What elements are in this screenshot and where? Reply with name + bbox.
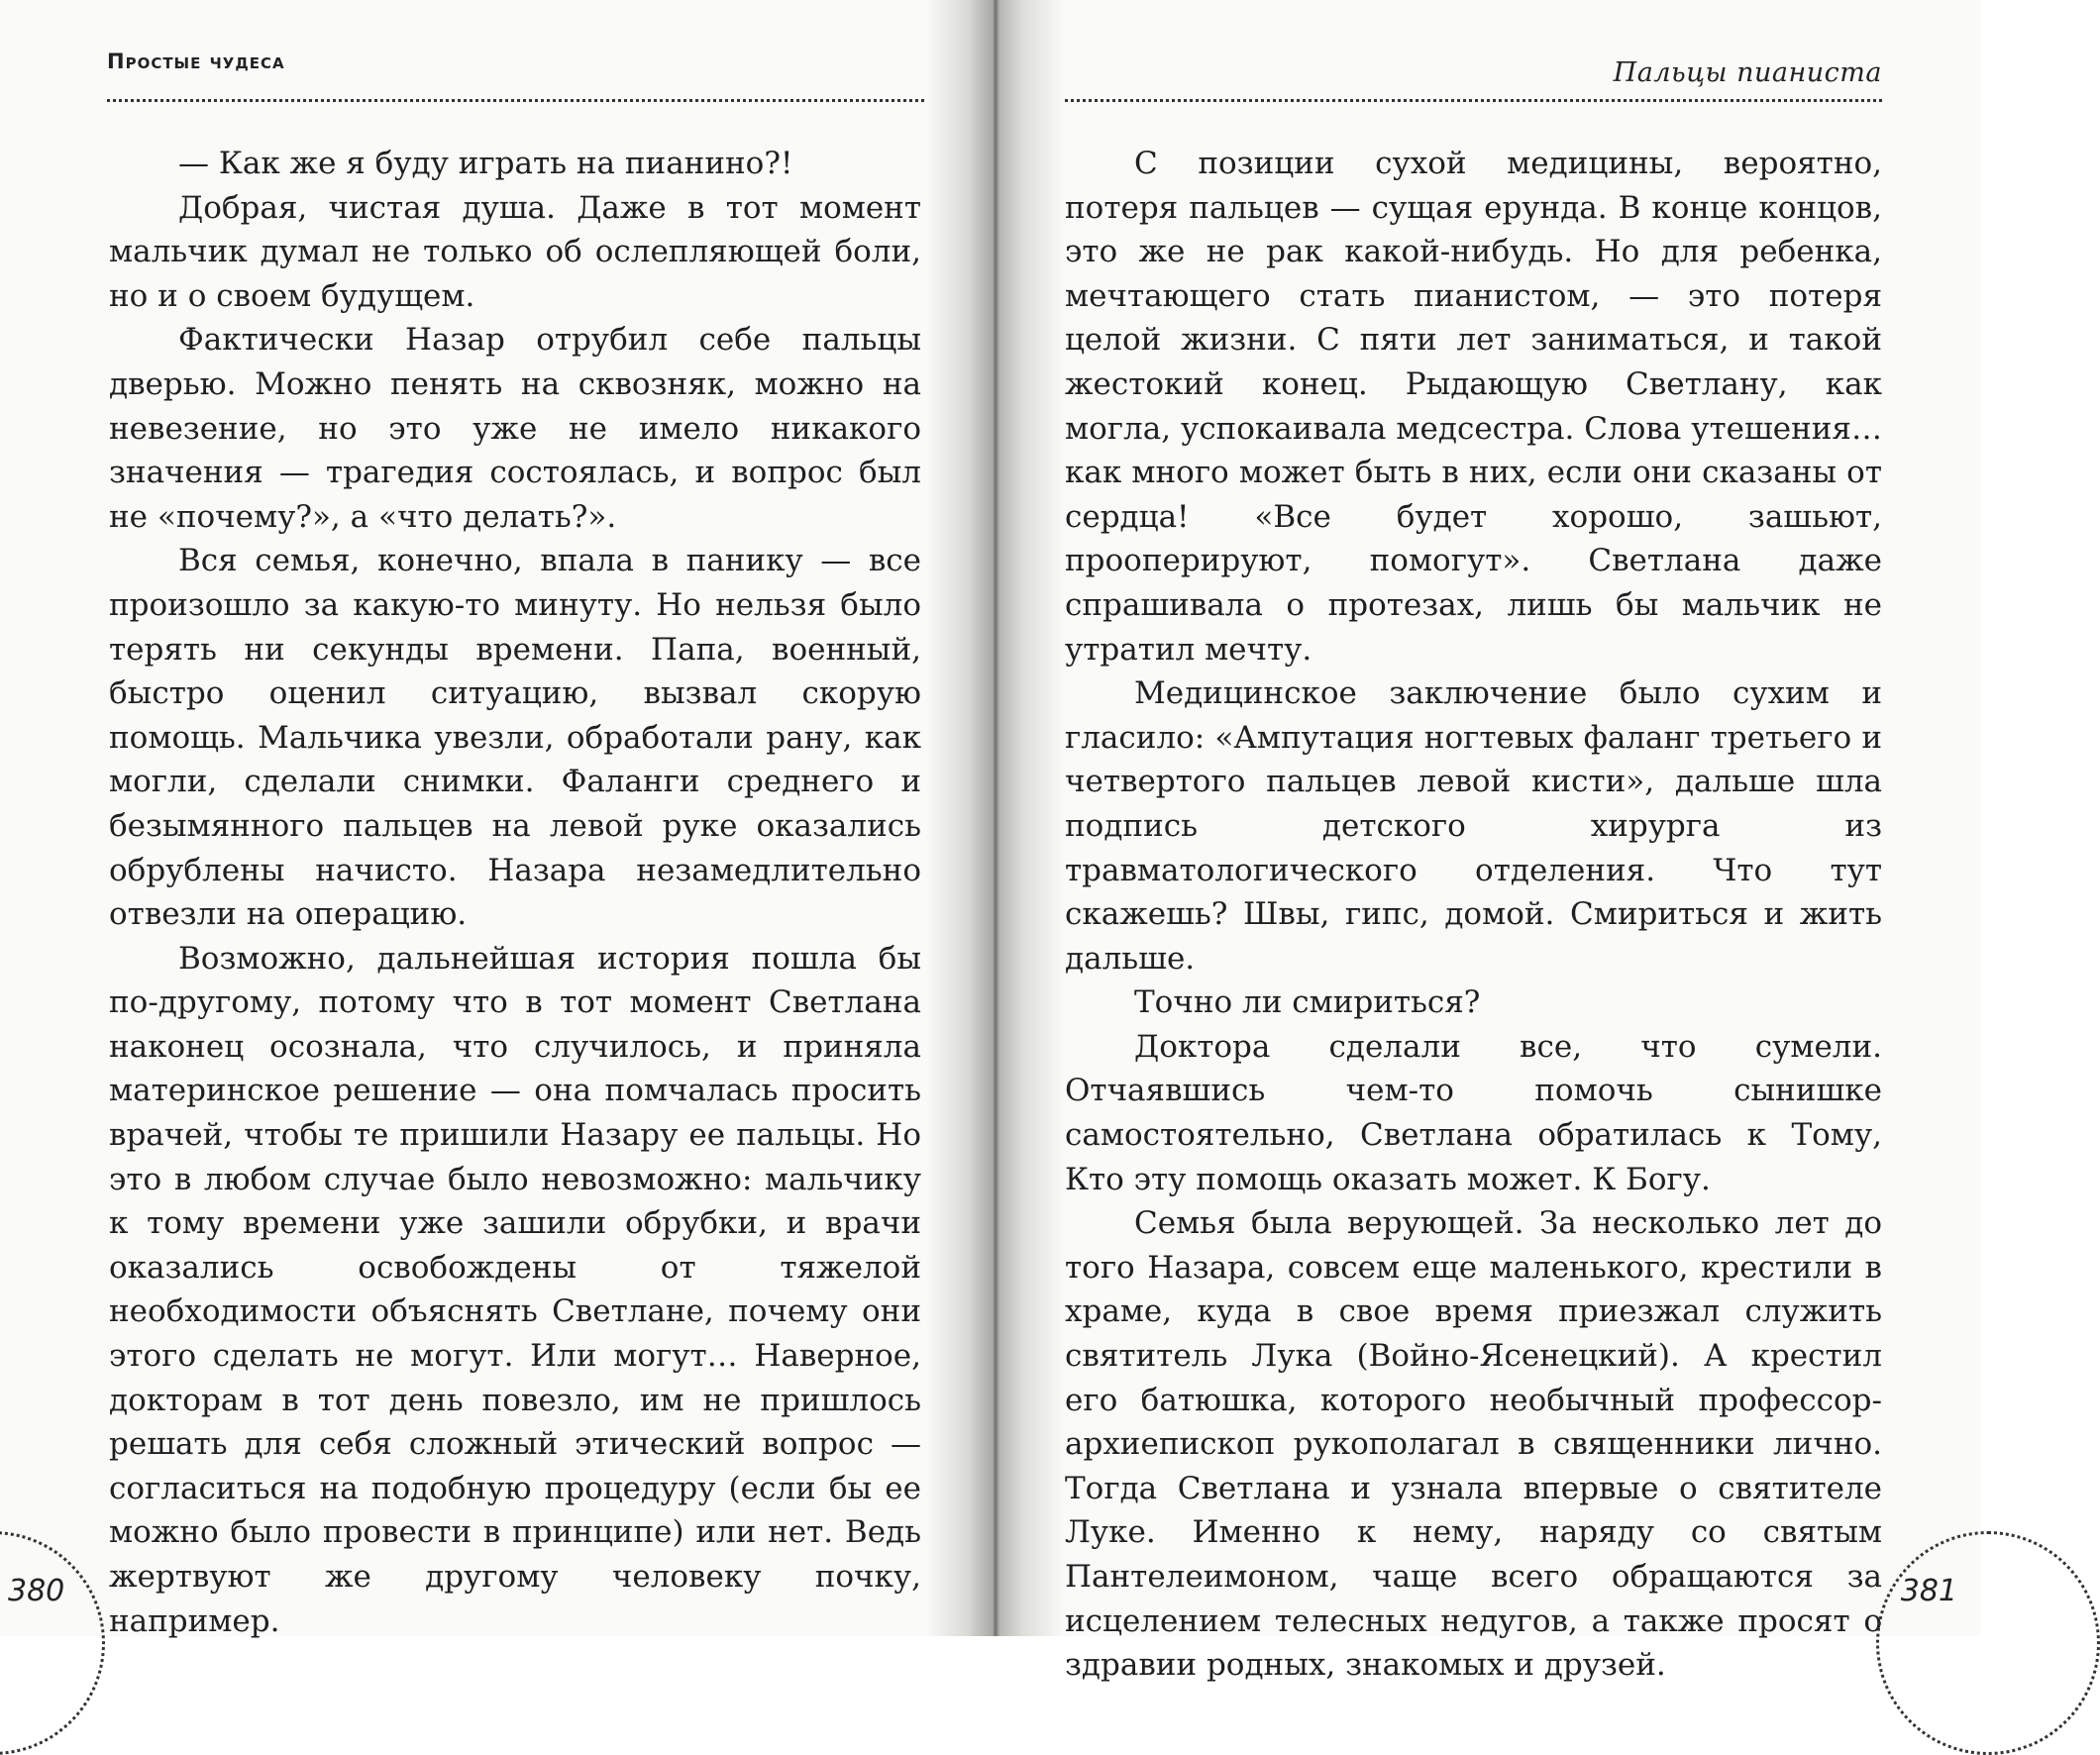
- paragraph: Доктора сделали все, что сумели. Отчаявшись чем-то помочь сынишке самостоятельно, Светлана обратилась к Тому, Кто эту помощь оказать может. К Богу.: [1065, 1028, 1882, 1197]
- paragraph: Добрая, чистая душа. Даже в тот момент мальчик думал не только об ослепляющей боли, но и о своем будущем.: [109, 189, 921, 314]
- header-dotted-rule: [107, 99, 924, 102]
- right-page-text: [1065, 142, 1882, 1688]
- paragraph: Возможно, дальнейшая история пошла бы по-другому, потому что в тот момент Светлана наконец осознала, что случилось, и приняла материнское решение — она помчалась просить врачей, чтобы те пришили Назару ее пальцы. Но это в любом случае было невозможно: мальчику к тому времени уже зашили обрубки, и врачи оказались освобождены от тяжелой необходимости объяснять Светлане, почему они этого сделать не могут. Или могут… Наверное, докторам в тот день повезло, им не пришлось решать для себя сложный этический вопрос — согласиться на подобную процедуру (если бы ее можно было провести в принципе) или нет. Ведь жертвуют же другому человеку почку, например.: [109, 940, 921, 1639]
- paragraph: С позиции сухой медицины, вероятно, потеря пальцев — сущая ерунда. В конце концов, это же не рак какой-нибудь. Но для ребенка, мечтающего стать пианистом, — это потеря целой жизни. С пяти лет заниматься, и такой жестокий конец. Рыдающую Светлану, как могла, успокаивала медсестра. Слова утешения… как много может быть в них, если они сказаны от сердца! «Все будет хорошо, зашьют, прооперируют, помогут». Светлана даже спрашивала о протезах, лишь бы мальчик не утратил мечту.: [1065, 146, 1882, 668]
- corner-dotted-arc: [0, 1531, 105, 1755]
- paragraph: Точно ли смириться?: [1134, 984, 1481, 1021]
- paragraph: Семья была верующей. За несколько лет до того Назара, совсем еще маленького, крестили в храме, куда в свое время приезжал служить святитель Лука (Войно-Ясенецкий). А крестил его батюшка, которого необычный профессор-архиепископ рукополагал в священники лично. Тогда Светлана и узнала впервые о святителе Луке. Именно к нему, наряду со святым Пантелеимоном, чаще всего обращаются за исцелением телесных недугов, а также просят о здравии родных, знакомых и друзей.: [1065, 1205, 1882, 1684]
- book-gutter-shadow: [926, 0, 1065, 1636]
- paragraph: Фактически Назар отрубил себе пальцы дверью. Можно пенять на сквозняк, можно на невезение, но это уже не имело никакого значения — трагедия состоялась, и вопрос был не «почему?», а «что делать?».: [109, 322, 921, 535]
- running-head-right: Пальцы пианиста: [1613, 57, 1882, 88]
- page-number-left: 380: [8, 1574, 65, 1608]
- paragraph: Медицинское заключение было сухим и гласило: «Ампутация ногтевых фаланг третьего и четвертого пальцев левой кисти», дальше шла подпись детского хирурга из травматологического отделения. Что тут скажешь? Швы, гипс, домой. Смириться и жить дальше.: [1065, 675, 1882, 977]
- paragraph: — Как же я буду играть на пианино?!: [178, 146, 793, 181]
- left-page-text: [109, 142, 921, 1643]
- paragraph: Вся семья, конечно, впала в панику — все произошло за какую-то минуту. Но нельзя было терять ни секунды времени. Папа, военный, быстро оценил ситуацию, вызвал скорую помощь. Мальчика увезли, обработали рану, как могли, сделали снимки. Фаланги среднего и безымянного пальцев на левой руке оказались обрублены начисто. Назара незамедлительно отвезли на операцию.: [109, 543, 921, 933]
- header-dotted-rule: [1065, 99, 1882, 102]
- left-page: [0, 0, 996, 1639]
- running-head-left: Простые чудеса: [107, 50, 285, 73]
- page-number-right: 381: [1900, 1574, 1957, 1608]
- right-page: [1005, 0, 1981, 1684]
- corner-dotted-arc: [1876, 1531, 2100, 1755]
